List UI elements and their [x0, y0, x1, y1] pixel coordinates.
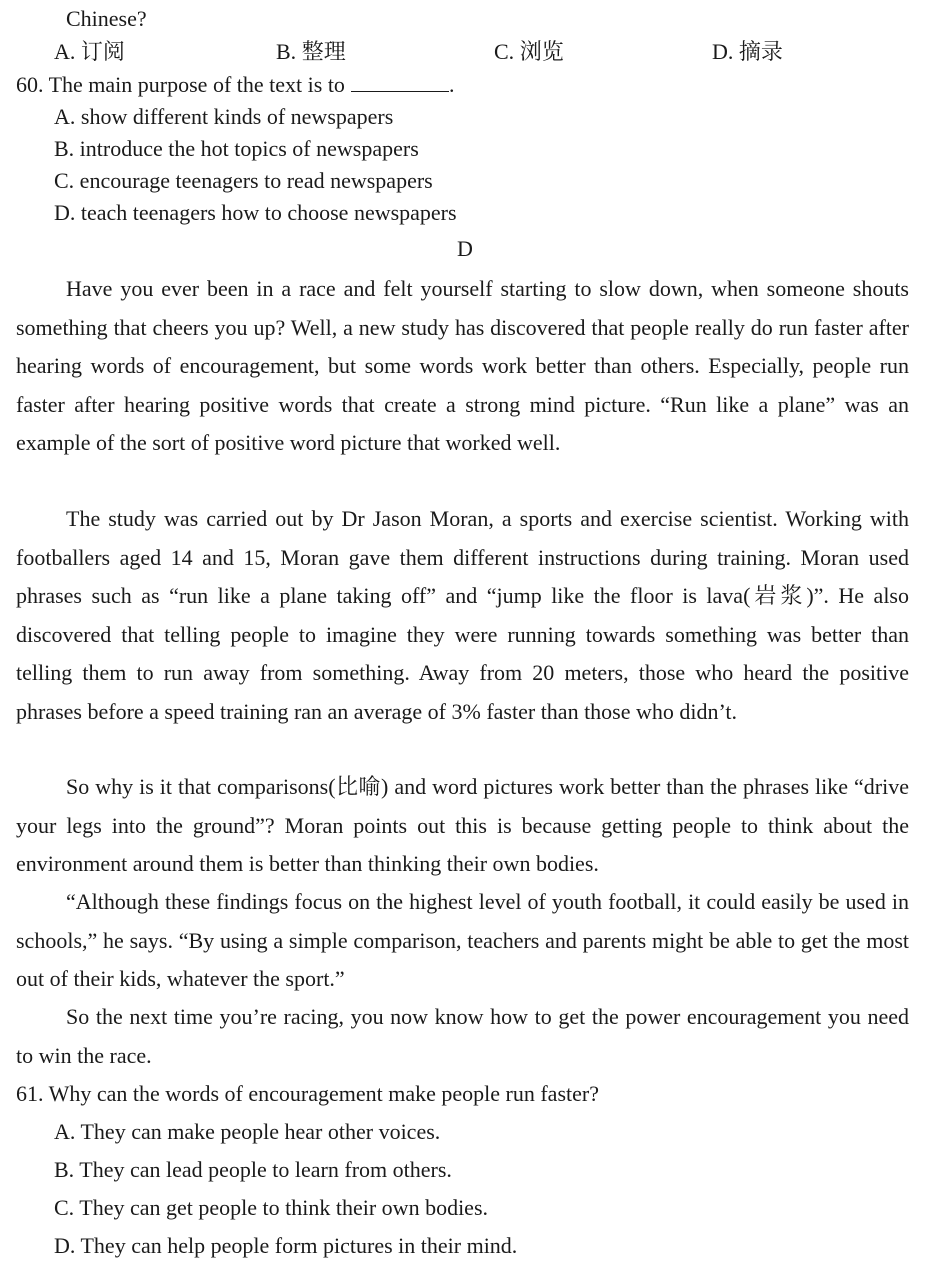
- q59-options: [0, 37, 930, 67]
- passage-paragraph-5: So the next time you’re racing, you now know how to get the power encouragement you need to win the race.: [16, 1004, 909, 1068]
- section-heading-d: D: [457, 236, 473, 261]
- q61-stem: 61. Why can the words of encouragement make people run faster?: [16, 1081, 599, 1106]
- q60-option-a: A. show different kinds of newspapers: [54, 104, 394, 129]
- answer-blank: [351, 71, 449, 92]
- q59-option-c: C. 浏览: [494, 39, 564, 64]
- q61-option-c: C. They can get people to think their own bodies.: [54, 1195, 489, 1220]
- passage-paragraph-1: Have you ever been in a race and felt yourself starting to slow down, when someone shouts something that cheers you up? Well, a new study has discovered that people really do run faster after hearing words of encouragement, but some words work better than others. Especially, people run faster after hearing positive words that create a strong mind picture. “Run like a plane” was an example of the sort of positive word picture that worked well.: [16, 276, 909, 455]
- q59-option-a: A. 订阅: [54, 39, 125, 64]
- passage-paragraph-4: “Although these findings focus on the highest level of youth football, it could easily be used in schools,” he says. “By using a simple comparison, teachers and parents might be able to get the most out of their kids, whatever the sport.”: [16, 889, 909, 991]
- q59-stem-tail: Chinese?: [66, 6, 147, 31]
- q60-option-c: C. encourage teenagers to read newspapers: [54, 168, 433, 193]
- q61-option-d: D. They can help people form pictures in their mind.: [54, 1233, 518, 1258]
- passage-paragraph-3: So why is it that comparisons(比喻) and word pictures work better than the phrases like “drive your legs into the ground”? Moran points out this is because getting people to think about the environment around them is better than thinking their own bodies.: [16, 774, 909, 876]
- q59-option-d: D. 摘录: [712, 39, 783, 64]
- q61-option-a: A. They can make people hear other voices.: [54, 1119, 441, 1144]
- passage-paragraph-2: The study was carried out by Dr Jason Moran, a sports and exercise scientist. Working with footballers aged 14 and 15, Moran gave them different instructions during training. Moran used phrases such as “run like a plane taking off” and “jump like the floor is lava(岩浆)”. He also discovered that telling people to imagine they were running towards something was better than telling them to run away from something. Away from 20 meters, those who heard the positive phrases before a speed training ran an average of 3% faster than those who didn’t.: [16, 506, 909, 724]
- q60-stem: 60. The main purpose of the text is to .: [16, 72, 455, 97]
- q61-option-b: B. They can lead people to learn from others.: [54, 1157, 452, 1182]
- q60-option-b: B. introduce the hot topics of newspapers: [54, 136, 419, 161]
- q60-option-d: D. teach teenagers how to choose newspapers: [54, 200, 457, 225]
- q59-option-b: B. 整理: [276, 39, 346, 64]
